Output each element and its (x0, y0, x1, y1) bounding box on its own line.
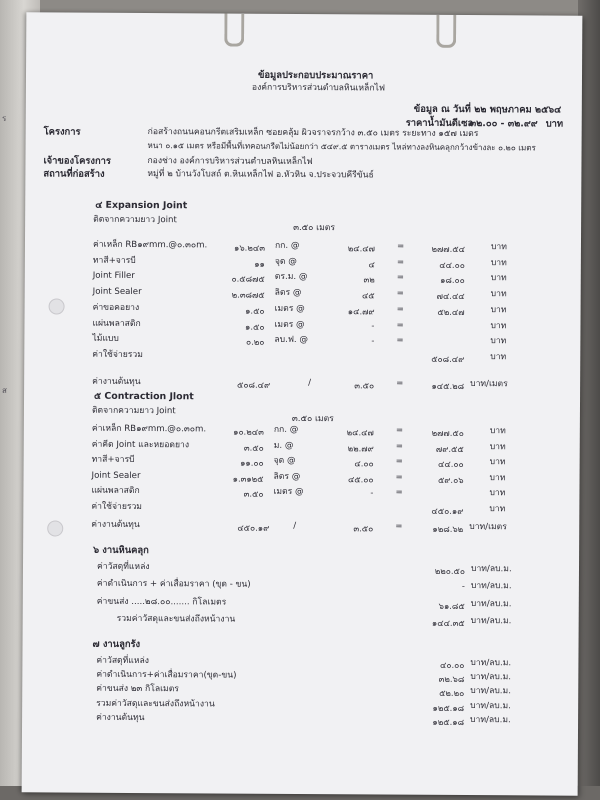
row-currency: บาท (490, 273, 507, 284)
section-crushed-rock-heading: ๖ งานหินคลุก (93, 544, 149, 557)
material-row-total: ๒๒๐.๕๐ (434, 565, 466, 576)
row-unit-price: ๒๔.๔๗ (346, 427, 374, 438)
row-unit: ม. @ (273, 440, 294, 451)
row-unit-price: ๔๕ (361, 290, 375, 301)
material-row-label: ค่าดำเนินการ+ค่าเสื่อมราคา(ขุด-ขน) (96, 669, 237, 681)
row-quantity: ๑๖.๒๔๓ (234, 242, 265, 253)
material-row-total: ๑๒๕.๑๘ (432, 716, 465, 727)
adjacent-page-edge-text: ส (2, 386, 7, 395)
material-row-unit: บาท/ลบ.ม. (470, 598, 512, 609)
row-quantity: ๑๑ (254, 258, 265, 269)
row-quantity: ๐.๕๘๗๕ (231, 273, 265, 285)
row-equals: = (396, 241, 405, 252)
row-unit: กก. @ (274, 240, 300, 251)
row-unit-price: - (370, 487, 374, 498)
material-row-label: ค่าวัสดุที่แหล่ง (96, 655, 150, 667)
row-total: ๕๙.๐๖ (437, 474, 464, 485)
row-total: ๔๕๐.๑๙ (431, 505, 464, 516)
contraction-unit-cost-total: ๑๒๘.๖๒ (432, 523, 464, 534)
row-item-label: ค่าใช้จ่ายรวม (91, 501, 143, 512)
owner-label: เจ้าของโครงการ (43, 155, 111, 167)
row-item-label: Joint Sealer (91, 470, 141, 481)
material-row-total: - (461, 581, 465, 592)
row-unit-price: ๒๒.๗๙ (347, 442, 374, 453)
row-unit-price: ๔๕.๐๐ (347, 473, 374, 484)
contraction-spacing-label: ติดจากความยาว Joint (91, 405, 176, 417)
row-quantity: ๑.๕๐ (245, 321, 265, 332)
row-unit-price: ๑๔.๗๙ (347, 306, 375, 317)
row-item-label: Joint Filler (92, 271, 135, 282)
fuel-price-unit: บาท (545, 118, 564, 130)
row-quantity: ๑.๓๑๒๕ (232, 473, 264, 484)
expansion-unit-cost-total: ๑๔๕.๒๘ (431, 380, 465, 391)
row-total: ๒๗๗.๕๔ (431, 243, 465, 254)
material-row-total: ๓๒.๖๘ (438, 674, 465, 685)
expansion-spacing-value: ๓.๕๐ เมตร (293, 222, 335, 234)
row-equals: = (395, 425, 404, 436)
project-description-line2: หนา ๐.๑๕ เมตร หรือมีพื้นที่เทคอนกรีตไม่น้อยกว่า ๕๔๙.๕ ตารางเมตร ไหล่ทางลงหินคลุกกว้างข้างละ ๐.๒๐ เมตร (147, 141, 536, 153)
row-unit: ตร.ม. @ (274, 272, 308, 283)
contraction-unit-cost-divisor: ๓.๕๐ (353, 523, 374, 534)
row-unit: ลบ.ฟ. @ (274, 335, 309, 346)
material-row-total: ๖๑.๘๕ (438, 600, 465, 611)
contraction-unit-cost-equals: = (395, 521, 403, 532)
row-item-label: แผ่นพลาสติก (92, 318, 141, 329)
row-total: ๗๔.๔๔ (436, 290, 465, 302)
row-quantity: ๑๑.๐๐ (240, 457, 264, 468)
material-row-total: ๔๐.๐๐ (440, 659, 465, 670)
row-item-label: ไม้แบบ (92, 333, 119, 345)
section-expansion-heading: ๔ Expansion Joint (95, 199, 188, 212)
row-total: ๕๐๘.๔๙ (431, 353, 465, 364)
row-quantity: ๑๐.๒๔๓ (233, 426, 264, 437)
contraction-unit-cost-sum: ๔๕๐.๑๙ (237, 522, 270, 533)
row-unit: เมตร @ (274, 303, 305, 314)
material-row-label: ค่าดำเนินการ + ค่าเสื่อมราคา (ขุด - ขน) (96, 579, 251, 590)
row-unit-price: ๓๒ (363, 274, 375, 285)
row-unit: จุด @ (273, 455, 296, 466)
row-equals: = (396, 272, 405, 284)
fuel-price-label: ราคาน้ำมันดีเซล (405, 117, 474, 130)
material-row-unit: บาท/ลบ.ม. (470, 581, 512, 592)
material-row-unit: บาท/ลบ.ม. (470, 714, 511, 726)
material-row-unit: บาท/ลบ.ม. (470, 672, 512, 683)
expansion-unit-cost-label: ค่างานต้นทุน (92, 376, 141, 388)
row-unit: เมตร @ (274, 319, 305, 330)
row-item-label: ทาสี+จารบี (92, 255, 136, 266)
row-unit: จุด @ (274, 256, 297, 267)
row-unit-price: ๒๔.๔๗ (347, 243, 375, 254)
binder-ring (436, 15, 456, 48)
row-total: ๒๗๗.๕๐ (431, 427, 464, 438)
row-currency: บาท (489, 472, 506, 483)
row-currency: บาท (490, 242, 507, 253)
section-contraction-heading: ๕ Contraction Jlont (94, 390, 194, 403)
expansion-unit-cost-sum: ๕๐๘.๔๙ (237, 379, 271, 390)
material-row-total: ๕๒.๒๐ (439, 688, 465, 699)
material-row-unit: บาท/ลบ.ม. (470, 658, 512, 669)
row-unit: ลิตร @ (273, 471, 301, 482)
row-item-label: ค่าใช้จ่ายรวม (92, 349, 143, 360)
expansion-unit-cost-divisor: ๓.๕๐ (354, 380, 375, 391)
material-row-label: ค่าขนส่ง ๒๓ กิโลเมตร (96, 684, 179, 695)
row-total: ๗๙.๕๕ (435, 443, 464, 454)
row-unit-price: - (371, 335, 375, 346)
material-row-label: ค่างานต้นทุน (96, 712, 145, 723)
owner-value: กองช่าง องค์การบริหารส่วนตำบลหินเหล็กไฟ (147, 156, 313, 168)
material-row-total: ๑๔๔.๓๕ (431, 617, 465, 628)
material-row-label: ค่าวัสดุที่แหล่ง (96, 561, 150, 573)
row-equals: = (395, 472, 403, 483)
expansion-unit-cost-equals: = (396, 378, 404, 389)
contraction-unit-cost-label: ค่างานต้นทุน (91, 519, 140, 531)
row-quantity: ๓.๕๐ (243, 488, 264, 499)
row-item-label: ค่าคีด Joint และหยอดยาง (91, 439, 190, 450)
row-quantity: ๑.๕๐ (245, 305, 265, 316)
row-currency: บาท (490, 352, 507, 363)
row-unit: เมตร @ (273, 486, 304, 498)
project-description-line1: ก่อสร้างถนนคอนกรีตเสริมเหล็ก ซอยคลุ้ม ผิวจราจรกว้าง ๓.๕๐ เมตร ระยะทาง ๑๕๗ เมตร (147, 127, 479, 140)
row-currency: บาท (490, 320, 507, 331)
row-quantity: ๒.๓๘๗๕ (231, 289, 265, 300)
organization-name: องค์การบริหารส่วนตำบลหินเหล็กไฟ (251, 82, 385, 94)
row-item-label: ทาสี+จารบี (91, 454, 135, 465)
row-item-label: แผ่นพลาสติก (91, 485, 140, 497)
row-unit-price: ๔ (368, 259, 375, 270)
section-gravel-heading: ๗ งานลูกรัง (92, 638, 141, 651)
document-page (22, 12, 583, 795)
row-currency: บาท (489, 441, 506, 452)
material-row-total: ๑๒๕.๑๘ (432, 702, 465, 713)
contraction-spacing-value: ๓.๕๐ เมตร (291, 413, 334, 425)
row-currency: บาท (490, 257, 507, 268)
row-equals: = (395, 487, 403, 498)
row-item-label: ค่าเหล็ก RB๑๙mm.@๐.๓๐m. (92, 239, 208, 251)
document-title: ข้อมูลประกอบประมาณราคา (257, 69, 374, 82)
material-row-label: รวมค่าวัสดุและขนส่งถึงหน้างาน (116, 613, 236, 625)
row-equals: = (396, 257, 405, 268)
material-row-unit: บาท/ลบ.ม. (470, 564, 512, 575)
data-date: ข้อมูล ณ วันที่ ๒๒ พฤษภาคม ๒๕๖๔ (413, 103, 562, 116)
site-label: สถานที่ก่อสร้าง (43, 168, 105, 180)
punch-hole (49, 298, 65, 314)
row-total: ๔๔.๐๐ (438, 458, 464, 469)
row-currency: บาท (489, 426, 506, 437)
project-label: โครงการ (43, 126, 81, 138)
row-item-label: ค่าเหล็ก RB๑๙mm.@๐.๓๐m. (91, 423, 207, 435)
row-unit: ลิตร @ (274, 287, 302, 299)
row-currency: บาท (489, 503, 506, 514)
row-currency: บาท (489, 488, 506, 499)
expansion-spacing-label: ติดจากความยาว Joint (93, 214, 177, 226)
row-equals: = (395, 456, 403, 467)
material-row-unit: บาท/ลบ.ม. (470, 700, 511, 711)
contraction-unit-cost-unit: บาท/เมตร (469, 522, 507, 533)
row-currency: บาท (489, 457, 506, 468)
site-value: หมู่ที่ ๒ บ้านวังโบสถ์ ต.หินเหล็กไฟ อ.หัวหิน จ.ประจวบคีรีขันธ์ (147, 169, 374, 181)
row-currency: บาท (490, 304, 507, 316)
row-equals: = (396, 335, 404, 346)
row-total: ๕๒.๔๗ (437, 306, 465, 317)
material-row-label: ค่าขนส่ง .....๒๘.๐๐....... กิโลเมตร (96, 596, 227, 608)
row-currency: บาท (490, 336, 507, 347)
row-total: ๑๘.๐๐ (440, 275, 465, 286)
row-unit-price: ๔.๐๐ (354, 458, 374, 469)
row-quantity: ๐.๒๐ (245, 336, 265, 347)
expansion-unit-cost-slash: / (308, 378, 312, 389)
row-equals: = (396, 288, 404, 299)
row-equals: = (396, 304, 404, 315)
row-currency: บาท (490, 289, 507, 300)
expansion-unit-cost-unit: บาท/เมตร (470, 379, 508, 390)
adjacent-page-edge-text: ร (2, 114, 7, 123)
row-quantity: ๓.๕๐ (243, 442, 264, 453)
punch-hole (47, 520, 63, 536)
material-row-unit: บาท/ลบ.ม. (470, 686, 511, 697)
row-item-label: ค่าขอคอยาง (92, 302, 140, 313)
contraction-unit-cost-slash: / (293, 520, 297, 531)
fuel-price-value: ๓๒.๐๐ - ๓๒.๙๙ (469, 118, 538, 130)
row-unit: กก. @ (273, 424, 299, 435)
material-row-unit: บาท/ลบ.ม. (470, 615, 512, 627)
binder-ring (224, 14, 244, 47)
row-unit-price: - (371, 319, 375, 330)
row-item-label: Joint Sealer (92, 286, 142, 298)
row-total: ๔๔.๐๐ (439, 259, 465, 270)
row-equals: = (395, 441, 403, 452)
material-row-label: รวมค่าวัสดุและขนส่งถึงหน้างาน (96, 698, 215, 710)
row-equals: = (396, 320, 404, 331)
